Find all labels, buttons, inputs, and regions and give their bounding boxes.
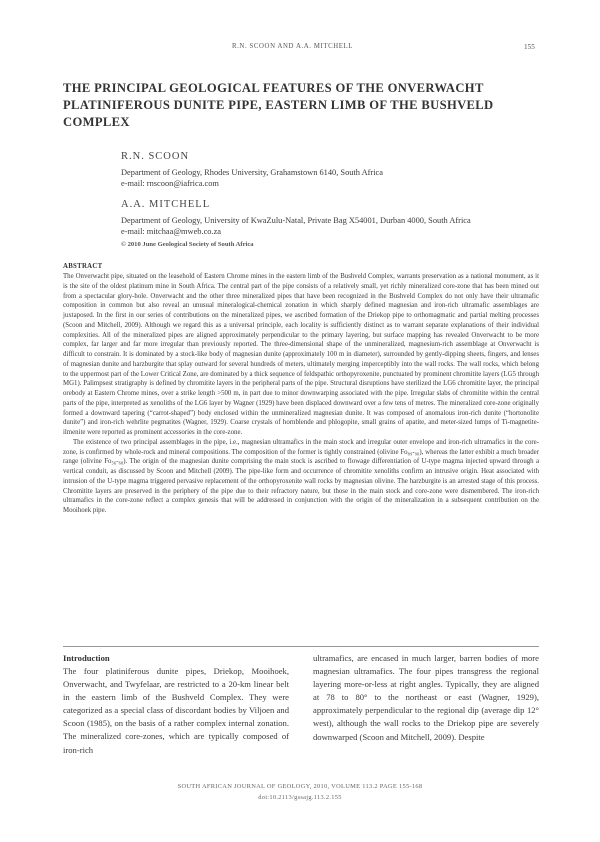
article-title: THE PRINCIPAL GEOLOGICAL FEATURES OF THE ONVERWACHT PLATINIFEROUS DUNITE PIPE, EASTERN LIMB OF THE BUSHVELD COMPLEX: [63, 81, 494, 129]
author-affiliation: Department of Geology, Rhodes University, Grahamstown 6140, South Africa: [121, 168, 383, 177]
introduction-heading: Introduction: [63, 653, 110, 663]
page-footer: [0, 781, 600, 803]
abstract-heading: ABSTRACT: [63, 263, 103, 270]
author-affiliation: Department of Geology, University of KwaZulu-Natal, Private Bag X54001, Durban 4000, South Africa: [121, 216, 471, 225]
author-block-1: [121, 151, 541, 189]
right-column: [313, 652, 539, 744]
running-head: [0, 43, 600, 55]
author-block-2: [121, 199, 541, 237]
introduction-text-left: The four platiniferous dunite pipes, Driekop, Mooihoek, Onverwacht, and Twyfelaar, are restricted to a 20-km linear belt in the eastern limb of the Bushveld Complex. They were categorized as a special class of discordant bodies by Viljoen and Scoon (1985), on the basis of a rather complex internal zonation. The mineralized core-zones, which are typically composed of iron-rich: [63, 666, 289, 755]
author-name: R.N. SCOON: [121, 151, 190, 162]
section-divider: [63, 646, 539, 647]
copyright-notice: © 2010 June Geological Society of South Africa: [121, 241, 254, 248]
journal-citation: SOUTH AFRICAN JOURNAL OF GEOLOGY, 2010, VOLUME 113.2 PAGE 155-168: [177, 783, 423, 790]
doi: doi:10.2113/gssajg.113.2.155: [258, 794, 342, 801]
author-email: e-mail: rnscoon@iafrica.com: [121, 179, 219, 188]
introduction-text-right: ultramafics, are encased in much larger, barren bodies of more magnesian ultramafics. The four pipes transgress the regional layering more-or-less at right angles. Typically, they are aligned at 78 to 80° to the northeast or east (Wagner, 1929), approximately perpendicular to the regional dip (average dip 12° west), although the wall rocks to the Driekop pipe are severely downwarped (Scoon and Mitchell, 2009). Despite: [313, 653, 539, 742]
running-head-authors: R.N. SCOON AND A.A. MITCHELL: [232, 43, 354, 50]
abstract: [63, 263, 539, 516]
page-number: 155: [524, 43, 535, 51]
author-email: e-mail: mitchaa@mweb.co.za: [121, 227, 222, 236]
abstract-paragraph: The Onverwacht pipe, situated on the leasehold of Eastern Chrome mines in the eastern limb of the Bushveld Complex, warrants preservation as a national monument, as it is the site of the oldest platinum mine in South Africa. The central part of the pipe consists of a relatively small, yet richly mineralized core-zone that has been mined out from a spectacular glory-hole. Onverwacht and the other three mineralized pipes that have been recognized in the Bushveld Complex do not only have their ultramafic composition in common but also reveal an unusual mineralogical-chemical zonation in which sharply defined magnesian and iron-rich ultramafic assemblages are juxtaposed. In the first in our series of contributions on the mineralized pipes, we ascribed formation of the Driekop pipe to orthomagmatic and partial melting processes (Scoon and Mitchell, 2009). Although we regard this as a universal principle, each locality is sufficiently distinct as to warrant separate explanations of their individual complexities. All of the mineralized pipes are aligned approximately perpendicular to the primary layering, but surface mapping has revealed Onverwacht to be more complex, far larger and far more irregular than previously reported. The three-dimensional shape of the unmineralized, magnesium-rich assemblage at Onverwacht is difficult to constrain. It is dominated by a stock-like body of magnesian dunite (approximately 100 m in diameter), surrounded by gently-dipping sheets, fingers, and lenses of magnesian dunite and harzburgite that splay outward for several hundreds of meters, ultimately merging imperceptibly into the wall rocks. The wall rocks, which belong to the uppermost part of the Lower Critical Zone, are dominated by a thick sequence of feldspathic orthopyroxenite, punctuated by prominent chromitite layers (LG5 through MG1). Palimpsest stratigraphy is defined by chromitite layers in the peripheral parts of the pipe. Structural disruptions have sterilized the LG6 chromitite layer, the principal orebody at Eastern Chrome mines, over a strike length >500 m, in part due to minor downwarping associated with the pipe. Irregular slabs of chromitite within the central parts of the pipe, interpreted as xenoliths of the LG6 layer by Wagner (1929) have been displaced downward over a few tens of metres. The mineralized core-zone originally formed a downward tapering (“carrot-shaped”) body enclosed within the unmineralized magnesian dunite. It was composed of anomalous iron-rich dunite (“hortonolite dunite”) and iron-rich wehrlite pegmatites (Wagner, 1929). Coarse crystals of hornblende and phlogopite, small grains of apatite, and meter-sized lumps of Ti-magnetite-ilmenite were reported as prominent accessories in the core-zone.: [63, 273, 539, 436]
left-column: [63, 652, 289, 757]
abstract-paragraph: The existence of two principal assemblages in the pipe, i.e., magnesian ultramafics in the main stock and irregular outer envelope and iron-rich ultramafics in the core-zone, is confirmed by whole-rock and mineral compositions. The composition of the former is tightly constrained (olivine Fo₈₉-₉₀), whereas the latter exhibit a much broader range (olivine Fo₅₆-₆₈). The origin of the magnesian dunite comprising the main stock is ascribed to flowage differentiation of U-type magma injected upward through a vertical conduit, as discussed by Scoon and Mitchell (2009). The pipe-like form and occurrence of chromitite xenoliths confirm an intrusive origin. Heat associated with intrusion of the U-type magma triggered pervasive replacement of the orthopyroxenite wall rocks by magnesian olivine. The harzburgite is an arrested stage of this process. Chromitite layers are preserved in the periphery of the pipe due to their refractory nature, but those in the main stock and core-zone were dismembered. The iron-rich ultramafics in the core-zone reflect a complex genesis that will be addressed in conjunction with the origin of the mineralization in a subsequent contribution on the Mooihoek pipe.: [63, 438, 539, 514]
author-name: A.A. MITCHELL: [121, 199, 211, 210]
